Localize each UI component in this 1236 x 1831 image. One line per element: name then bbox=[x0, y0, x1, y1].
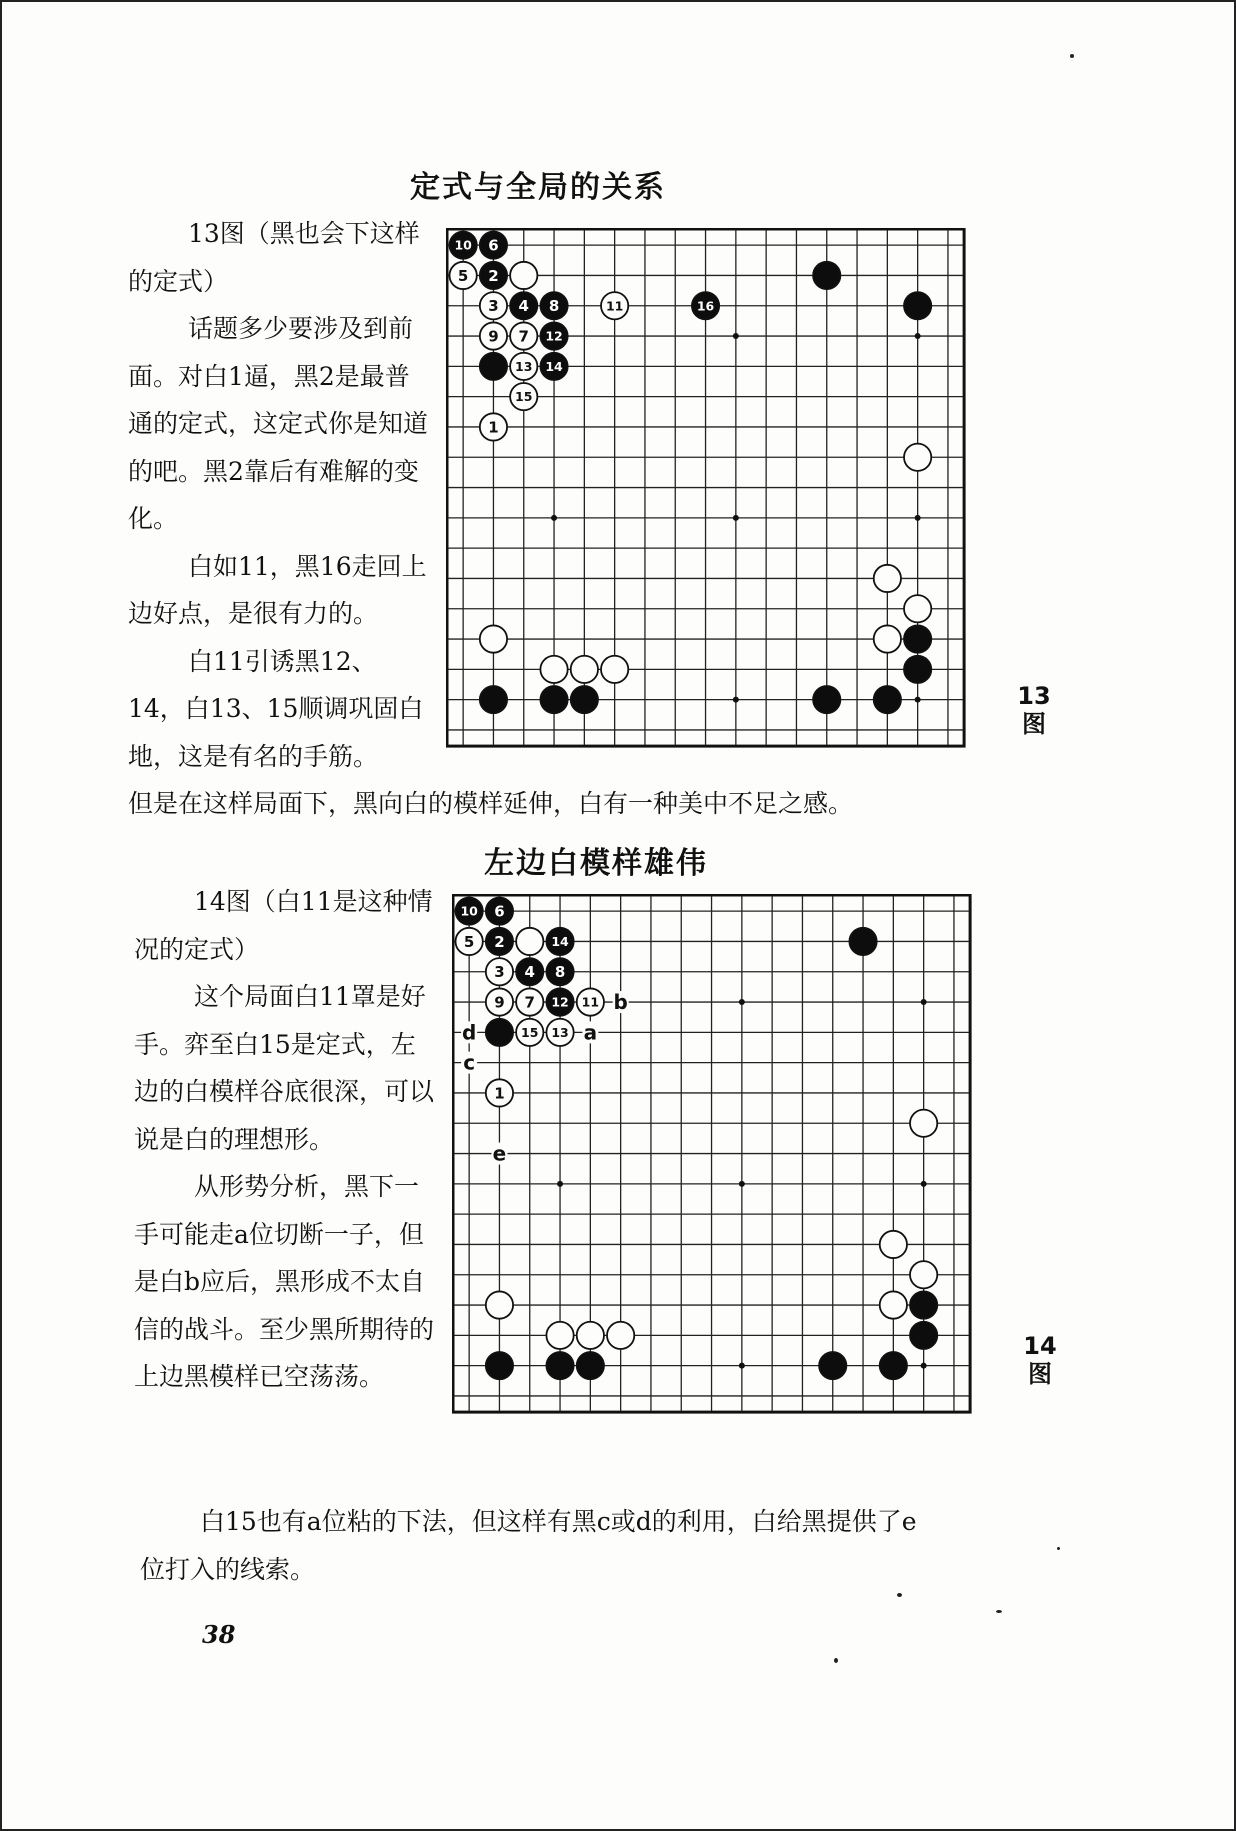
d13-stone-number: 3 bbox=[488, 297, 499, 316]
d13-stone-white-11 bbox=[601, 292, 628, 319]
d14-stone-number: 11 bbox=[581, 994, 600, 1010]
d13-stone-black-16 bbox=[692, 292, 719, 319]
section2-para-2: 这个局面白11罩是好手。弈至白15是定式，左边的白模样谷底很深，可以说是白的理想形。 bbox=[134, 982, 435, 1154]
go-diagram-13 bbox=[446, 228, 1004, 778]
d14-star-point bbox=[921, 1363, 927, 1369]
d13-stone-black bbox=[813, 686, 840, 713]
d14-stone-white-5 bbox=[456, 928, 483, 955]
d13-star-point bbox=[915, 515, 921, 521]
d13-stone-black bbox=[540, 686, 567, 713]
d13-stone-number: 1 bbox=[488, 418, 499, 437]
d14-stone-black-8 bbox=[546, 958, 573, 985]
d13-stone-black-8 bbox=[540, 292, 567, 319]
section1-full-line: 但是在这样局面下，黑向白的模样延伸，白有一种美中不足之感。 bbox=[128, 789, 854, 818]
d14-stone-white-15 bbox=[516, 1019, 543, 1046]
d14-stone-black-14 bbox=[546, 928, 573, 955]
d13-stone-white bbox=[904, 444, 931, 471]
section2-para-1: 14图（白11是这种情况的定式） bbox=[134, 887, 433, 964]
d14-stone-black-4 bbox=[516, 958, 543, 985]
section1-text bbox=[128, 210, 433, 780]
section2-full-line-2: 位打入的线索。 bbox=[140, 1555, 316, 1584]
d13-stone-number: 2 bbox=[488, 266, 499, 285]
d14-stone-number: 15 bbox=[521, 1024, 539, 1040]
d14-stone-white bbox=[607, 1322, 634, 1349]
d14-stone-black bbox=[849, 928, 876, 955]
section1-para-4: 白11引诱黑12、14，白13、15顺调巩固白地，这是有名的手筋。 bbox=[128, 646, 424, 771]
d13-star-point bbox=[733, 515, 739, 521]
d14-marker-c: c bbox=[463, 1050, 476, 1075]
d13-stone-number: 15 bbox=[515, 389, 533, 405]
d14-stone-white-11 bbox=[577, 988, 604, 1015]
d13-stone-white-7 bbox=[510, 322, 537, 349]
d14-stone-black-10 bbox=[456, 898, 483, 925]
d14-stone-white bbox=[516, 928, 543, 955]
section1-para-2: 话题多少要涉及到前面。对白1逼，黑2是最普通的定式，这定式你是知道的吧。黑2靠后有难解的变化。 bbox=[128, 314, 429, 533]
d14-stone-number: 13 bbox=[551, 1024, 569, 1040]
d14-stone-black-6 bbox=[486, 898, 513, 925]
d13-stone-white-15 bbox=[510, 383, 537, 410]
scan-speck bbox=[1057, 1547, 1060, 1550]
d14-stone-black bbox=[577, 1352, 604, 1379]
d14-star-point bbox=[739, 1363, 745, 1369]
section-heading-1: 定式与全局的关系 bbox=[410, 170, 666, 205]
d14-star-point bbox=[921, 1181, 927, 1187]
figure-label-13: 13 图 bbox=[1017, 682, 1051, 738]
d13-stone-number: 5 bbox=[457, 266, 469, 285]
d13-stone-black bbox=[813, 262, 840, 289]
scan-speck bbox=[834, 1658, 838, 1663]
d14-stone-black bbox=[546, 1352, 573, 1379]
d13-stone-black-14 bbox=[540, 353, 567, 380]
d14-stone-black bbox=[486, 1019, 513, 1046]
d13-stone-black-12 bbox=[540, 322, 567, 349]
d13-stone-white bbox=[904, 595, 931, 622]
d13-stone-number: 8 bbox=[548, 297, 560, 316]
d14-stone-number: 4 bbox=[524, 963, 535, 982]
d14-marker-e: e bbox=[492, 1141, 507, 1166]
d14-marker-d: d bbox=[461, 1020, 477, 1045]
d14-marker-a: a bbox=[583, 1020, 598, 1045]
d13-stone-white-9 bbox=[480, 322, 507, 349]
d13-stone-black bbox=[904, 656, 931, 683]
d13-stone-number: 7 bbox=[518, 327, 529, 346]
d13-stone-white bbox=[874, 565, 901, 592]
d14-stone-black-12 bbox=[546, 988, 573, 1015]
d13-stone-white bbox=[540, 656, 567, 683]
d14-stone-white bbox=[910, 1261, 937, 1288]
d14-stone-number: 1 bbox=[494, 1084, 505, 1103]
d14-stone-black bbox=[819, 1352, 846, 1379]
figure-label-14: 14 图 bbox=[1023, 1332, 1057, 1388]
d14-stone-black bbox=[910, 1322, 937, 1349]
d14-stone-white bbox=[880, 1291, 907, 1318]
d13-star-point bbox=[915, 333, 921, 339]
d13-stone-black-4 bbox=[510, 292, 537, 319]
section1-para-1: 13图（黑也会下这样的定式） bbox=[128, 219, 420, 296]
d13-star-point bbox=[551, 515, 557, 521]
d13-stone-white bbox=[874, 625, 901, 652]
d14-stone-white bbox=[486, 1291, 513, 1318]
d13-star-point bbox=[915, 697, 921, 703]
d13-stone-number: 6 bbox=[488, 236, 499, 255]
d13-stone-white bbox=[480, 625, 507, 652]
section1-para-3: 白如11，黑16走回上边好点，是很有力的。 bbox=[128, 551, 427, 628]
d13-stone-black bbox=[904, 292, 931, 319]
d14-stone-number: 10 bbox=[460, 903, 478, 919]
d14-star-point bbox=[739, 999, 745, 1005]
d14-stone-black bbox=[880, 1352, 907, 1379]
scan-speck bbox=[996, 1610, 1002, 1613]
d13-stone-white-3 bbox=[480, 292, 507, 319]
section2-text bbox=[134, 878, 439, 1401]
d13-stone-black bbox=[904, 625, 931, 652]
section-heading-2: 左边白模样雄伟 bbox=[484, 846, 708, 881]
d14-stone-white bbox=[577, 1322, 604, 1349]
scan-speck bbox=[1070, 54, 1074, 58]
d13-stone-black-10 bbox=[450, 232, 477, 259]
d13-stone-black bbox=[571, 686, 598, 713]
d13-star-point bbox=[733, 333, 739, 339]
d14-star-point bbox=[739, 1181, 745, 1187]
d13-stone-white-5 bbox=[450, 262, 477, 289]
d14-stone-white bbox=[546, 1322, 573, 1349]
d14-marker-b: b bbox=[613, 990, 628, 1015]
d14-star-point bbox=[921, 999, 927, 1005]
d14-stone-number: 14 bbox=[551, 933, 569, 949]
d13-stone-number: 16 bbox=[696, 298, 715, 314]
d13-stone-number: 14 bbox=[545, 358, 563, 374]
d14-stone-number: 8 bbox=[554, 963, 566, 982]
d13-stone-number: 11 bbox=[605, 298, 624, 314]
d14-stone-white-3 bbox=[486, 958, 513, 985]
d14-star-point bbox=[557, 1181, 563, 1187]
d14-stone-white-1 bbox=[486, 1079, 513, 1106]
d13-stone-number: 9 bbox=[488, 327, 499, 346]
d13-stone-white bbox=[571, 656, 598, 683]
d14-stone-number: 3 bbox=[494, 963, 505, 982]
d13-stone-number: 12 bbox=[545, 328, 563, 344]
d13-stone-black bbox=[480, 353, 507, 380]
d13-stone-black bbox=[874, 686, 901, 713]
d13-stone-white-1 bbox=[480, 413, 507, 440]
page-number: 38 bbox=[202, 1620, 236, 1649]
d14-stone-white-7 bbox=[516, 988, 543, 1015]
go-diagram-14 bbox=[452, 894, 1010, 1444]
d14-stone-white bbox=[910, 1110, 937, 1137]
d13-stone-number: 4 bbox=[518, 297, 529, 316]
d13-star-point bbox=[733, 697, 739, 703]
d13-stone-number: 10 bbox=[454, 237, 472, 253]
section2-full-line-1: 白15也有a位粘的下法，但这样有黑c或d的利用，白给黑提供了e bbox=[200, 1507, 917, 1536]
d14-stone-white-13 bbox=[546, 1019, 573, 1046]
d13-stone-white bbox=[601, 656, 628, 683]
d14-stone-number: 2 bbox=[494, 932, 505, 951]
d14-stone-black bbox=[486, 1352, 513, 1379]
d13-stone-white bbox=[510, 262, 537, 289]
d13-stone-black-2 bbox=[480, 262, 507, 289]
d14-stone-number: 12 bbox=[551, 994, 569, 1010]
d14-stone-number: 6 bbox=[494, 902, 505, 921]
section2-para-3: 从形势分析，黑下一手可能走a位切断一子，但是白b应后，黑形成不太自信的战斗。至少黑所期待的上边黑模样已空荡荡。 bbox=[134, 1172, 435, 1391]
d14-stone-number: 7 bbox=[524, 993, 535, 1012]
d14-stone-white bbox=[880, 1231, 907, 1258]
d13-stone-black bbox=[480, 686, 507, 713]
d13-stone-number: 13 bbox=[515, 358, 533, 374]
scan-speck bbox=[897, 1593, 902, 1597]
d13-stone-white-13 bbox=[510, 353, 537, 380]
d14-stone-black bbox=[910, 1291, 937, 1318]
d14-stone-number: 9 bbox=[494, 993, 505, 1012]
d14-stone-black-2 bbox=[486, 928, 513, 955]
d14-stone-number: 5 bbox=[463, 932, 475, 951]
d14-stone-white-9 bbox=[486, 988, 513, 1015]
d13-stone-black-6 bbox=[480, 232, 507, 259]
